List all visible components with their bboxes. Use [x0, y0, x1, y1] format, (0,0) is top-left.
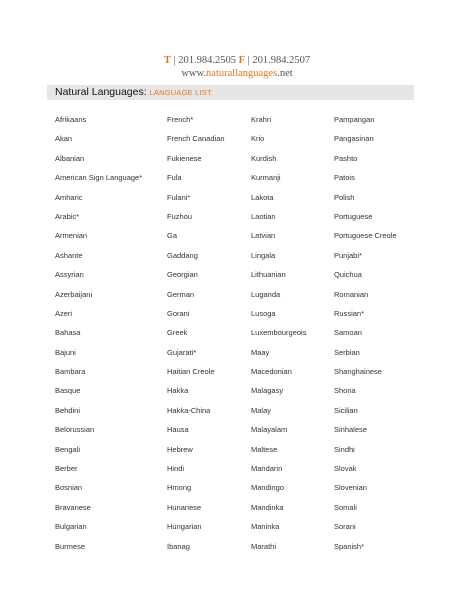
- language-item: Kurmanji: [251, 173, 281, 183]
- language-item: Greek: [167, 328, 188, 338]
- fax-number: | 201.984.2507: [245, 55, 311, 66]
- language-item: Shanghainese: [334, 367, 382, 377]
- language-item: Fuzhou: [167, 211, 193, 221]
- language-item: Bengali: [55, 444, 81, 454]
- language-item: Slovak: [334, 464, 357, 474]
- language-item: Armenian: [55, 231, 88, 241]
- language-item: Gorani: [167, 308, 190, 318]
- language-item: Krahn: [251, 115, 272, 124]
- language-item: Shona: [334, 386, 356, 396]
- language-item: Fukienese: [167, 153, 202, 163]
- language-item: Hunanese: [167, 502, 202, 512]
- language-column-1: [55, 110, 142, 556]
- language-item: Hakka: [167, 386, 189, 396]
- language-item: Amharic: [55, 192, 83, 202]
- language-item: Albanian: [55, 153, 85, 163]
- language-item: Hakka-China: [167, 405, 211, 415]
- language-item: Belorussian: [55, 425, 95, 435]
- language-item: Hausa: [167, 425, 189, 435]
- language-item: Ashante: [55, 250, 83, 260]
- language-item: Spanish*: [334, 541, 365, 551]
- language-item: Sicilian: [334, 405, 358, 415]
- language-item: French Canadian: [167, 134, 225, 144]
- language-item: Haitian Creole: [167, 367, 215, 377]
- language-item: Hindi: [167, 464, 185, 474]
- language-column-2: [167, 110, 225, 556]
- language-item: American Sign Language*: [55, 173, 143, 183]
- language-item: Sorani: [334, 522, 356, 532]
- language-item: Afrikaans: [55, 115, 87, 124]
- language-item: Mandingo: [251, 483, 284, 493]
- language-item: Pangasinan: [334, 134, 374, 144]
- language-item: Quichua: [334, 270, 362, 280]
- language-item: Georgian: [167, 270, 198, 280]
- language-item: Malagasy: [251, 386, 284, 396]
- language-item: Azeri: [55, 308, 73, 318]
- language-item: Sinhalese: [334, 425, 367, 435]
- language-item: Lakota: [251, 192, 274, 202]
- language-item: Bravanese: [55, 502, 91, 512]
- language-item: Marathi: [251, 541, 277, 551]
- language-item: Azerbaijani: [55, 289, 93, 299]
- language-item: Berber: [55, 464, 78, 474]
- language-item: Basque: [55, 386, 81, 396]
- section-title-text: Natural Languages:: [55, 86, 147, 98]
- language-item: Samoan: [334, 328, 362, 338]
- language-item: German: [167, 289, 195, 299]
- language-item: Lingala: [251, 250, 276, 260]
- language-item: Russian*: [334, 308, 365, 318]
- website-domain[interactable]: naturallanguages: [206, 68, 278, 79]
- language-item: Bosnian: [55, 483, 83, 493]
- language-item: Pampangan: [334, 115, 375, 124]
- language-item: Polish: [334, 192, 355, 202]
- language-item: Bambara: [55, 367, 86, 377]
- language-item: Burmese: [55, 541, 86, 551]
- language-column-3: [251, 110, 306, 556]
- language-item: Romanian: [334, 289, 369, 299]
- language-item: Slovenian: [334, 483, 367, 493]
- language-item: Mandinka: [251, 502, 284, 512]
- language-item: Sindhi: [334, 444, 355, 454]
- language-item: Bulgarian: [55, 522, 87, 532]
- language-item: Fula: [167, 173, 182, 183]
- language-item: Malayalam: [251, 425, 288, 435]
- language-item: Laotian: [251, 211, 276, 221]
- language-item: Maay: [251, 347, 270, 357]
- language-item: Somali: [334, 502, 357, 512]
- language-item: Malay: [251, 405, 272, 415]
- language-item: Ga: [167, 231, 178, 241]
- language-item: Latvian: [251, 231, 276, 241]
- fax-label: F: [238, 55, 246, 66]
- language-item: Behdini: [55, 405, 81, 415]
- language-item: Patois: [334, 173, 355, 183]
- language-item: Portuguese Creole: [334, 231, 397, 241]
- language-item: Assyrian: [55, 270, 84, 280]
- language-item: Pashto: [334, 153, 358, 163]
- phone-number: | 201.984.2505: [170, 55, 239, 66]
- language-item: Serbian: [334, 347, 360, 357]
- language-item: Lusoga: [251, 308, 276, 318]
- language-item: Krio: [251, 134, 265, 144]
- language-item: Gaddang: [167, 250, 198, 260]
- language-item: French*: [167, 115, 194, 124]
- language-item: Maninka: [251, 522, 280, 532]
- phone-label: T: [163, 55, 171, 66]
- language-item: Arabic*: [55, 211, 80, 221]
- language-item: Bajuni: [55, 347, 76, 357]
- language-item: Kurdish: [251, 153, 277, 163]
- language-item: Macedonian: [251, 367, 292, 377]
- website-prefix[interactable]: www.: [181, 68, 207, 79]
- language-item: Punjabi*: [334, 250, 362, 260]
- language-item: Hungarian: [167, 522, 202, 532]
- language-item: Ibanag: [167, 541, 190, 551]
- language-item: Hebrew: [167, 444, 193, 454]
- language-column-4: [334, 110, 397, 556]
- language-item: Portuguese: [334, 211, 373, 221]
- language-item: Luganda: [251, 289, 281, 299]
- language-item: Bahasa: [55, 328, 81, 338]
- language-item: Gujarati*: [167, 347, 197, 357]
- language-item: Fulani*: [167, 192, 191, 202]
- language-item: Luxembourgeois: [251, 328, 307, 338]
- language-item: Maltese: [251, 444, 278, 454]
- language-item: Lithuanian: [251, 270, 286, 280]
- language-item: Mandarin: [251, 464, 283, 474]
- website-suffix[interactable]: .net: [277, 68, 293, 79]
- language-item: Akan: [55, 134, 73, 144]
- language-item: Hmong: [167, 483, 192, 493]
- section-subtitle: LANGUAGE LIST: [149, 88, 212, 97]
